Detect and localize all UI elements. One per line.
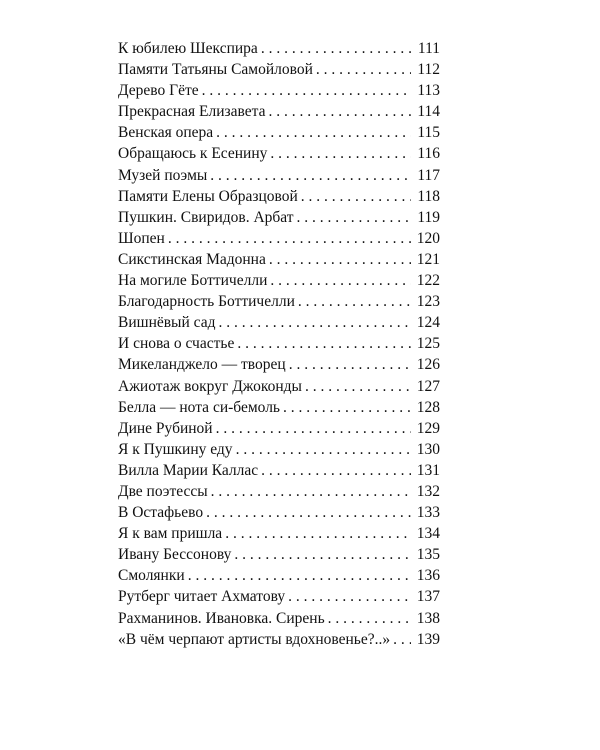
toc-entry-title: В Остафьево (118, 504, 204, 522)
toc-entry-title: Ажиотаж вокруг Джоконды (118, 377, 302, 395)
toc-entry-page: 136 (416, 567, 440, 585)
toc-entry-title: Шопен (118, 229, 165, 247)
toc-entry-title: Дине Рубиной (118, 419, 213, 437)
toc-entry (118, 354, 440, 375)
toc-entry (118, 333, 440, 354)
toc-entry (118, 376, 440, 397)
toc-entry-title: Сикстинская Мадонна (118, 250, 266, 268)
toc-entry-page: 119 (417, 208, 440, 226)
dot-leader (301, 186, 411, 207)
toc-entry-title: Прекрасная Елизавета (118, 103, 266, 121)
toc-entry (118, 481, 440, 502)
dot-leader (305, 376, 411, 397)
dot-leader (236, 439, 411, 460)
toc-entry (118, 207, 440, 228)
toc-entry-title: Микеланджело — творец (118, 356, 286, 374)
dot-leader (225, 523, 411, 544)
toc-entry (118, 312, 440, 333)
toc-entry-title: Рутберг читает Ахматову (118, 588, 286, 606)
toc-entry (118, 608, 440, 629)
toc-entry-page: 128 (416, 398, 440, 416)
dot-leader (316, 59, 411, 80)
toc-entry-title: Я к Пушкину еду (118, 440, 233, 458)
toc-entry-page: 118 (417, 187, 440, 205)
toc-entry (118, 586, 440, 607)
dot-leader (261, 38, 411, 59)
toc-entry-page: 130 (416, 440, 440, 458)
toc-entry-title: Белла — нота си-бемоль (118, 398, 280, 416)
dot-leader (168, 228, 411, 249)
table-of-contents (118, 38, 440, 650)
toc-entry (118, 270, 440, 291)
dot-leader (289, 354, 411, 375)
toc-entry-title: На могиле Боттичелли (118, 272, 268, 290)
toc-entry-page: 135 (416, 546, 440, 564)
toc-entry-title: Я к вам пришла (118, 525, 223, 543)
toc-entry-title: Благодарность Боттичелли (118, 293, 295, 311)
toc-entry-title: Музей поэмы (118, 166, 208, 184)
toc-entry-title: Две поэтессы (118, 482, 208, 500)
toc-entry-page: 129 (416, 419, 440, 437)
toc-entry-page: 124 (416, 314, 440, 332)
dot-leader (211, 481, 411, 502)
dot-leader (298, 291, 411, 312)
toc-entry (118, 418, 440, 439)
dot-leader (283, 397, 411, 418)
toc-entry-title: Венская опера (118, 124, 214, 142)
toc-entry (118, 249, 440, 270)
toc-entry (118, 502, 440, 523)
toc-entry (118, 59, 440, 80)
dot-leader (328, 608, 411, 629)
dot-leader (269, 101, 412, 122)
toc-entry-page: 112 (417, 61, 440, 79)
toc-entry-page: 137 (416, 588, 440, 606)
toc-entry-page: 120 (416, 229, 440, 247)
toc-entry (118, 629, 440, 650)
dot-leader (393, 629, 411, 650)
toc-entry-page: 113 (417, 82, 440, 100)
toc-entry-title: К юбилею Шекспира (118, 40, 258, 57)
toc-entry-page: 127 (416, 377, 440, 395)
toc-entry-title: Пушкин. Свиридов. Арбат (118, 208, 294, 226)
toc-entry-title: Смолянки (118, 567, 185, 585)
toc-entry (118, 544, 440, 565)
dot-leader (261, 460, 411, 481)
toc-entry-page: 134 (416, 525, 440, 543)
dot-leader (297, 207, 411, 228)
toc-entry (118, 439, 440, 460)
toc-entry-title: И снова о счастье (118, 335, 235, 353)
toc-entry-page: 117 (417, 166, 440, 184)
toc-entry-page: 123 (416, 293, 440, 311)
toc-entry (118, 291, 440, 312)
toc-entry (118, 397, 440, 418)
toc-entry (118, 523, 440, 544)
toc-entry-page: 138 (416, 609, 440, 627)
toc-entry-page: 115 (417, 124, 440, 142)
toc-entry-title: «В чём черпают артисты вдохновенье?..» (118, 630, 391, 648)
toc-entry (118, 186, 440, 207)
toc-entry-title: Ивану Бессонову (118, 546, 232, 564)
toc-entry-title: Памяти Елены Образцовой (118, 187, 298, 205)
toc-entry-page: 131 (416, 461, 440, 479)
toc-entry (118, 165, 440, 186)
toc-entry (118, 565, 440, 586)
toc-entry-title: Обращаюсь к Есенину (118, 145, 268, 163)
toc-entry-title: Памяти Татьяны Самойловой (118, 61, 313, 79)
toc-entry-page: 111 (417, 40, 440, 57)
dot-leader (216, 418, 411, 439)
toc-entry (118, 460, 440, 481)
toc-entry (118, 38, 440, 59)
dot-leader (237, 333, 411, 354)
dot-leader (218, 312, 411, 333)
toc-entry-page: 125 (416, 335, 440, 353)
dot-leader (216, 122, 411, 143)
toc-entry (118, 143, 440, 164)
toc-entry-page: 139 (416, 630, 440, 648)
dot-leader (270, 270, 411, 291)
toc-entry-title: Вилла Марии Каллас (118, 461, 259, 479)
dot-leader (202, 80, 411, 101)
dot-leader (269, 249, 411, 270)
toc-entry-page: 126 (416, 356, 440, 374)
dot-leader (188, 565, 411, 586)
toc-entry-title: Вишнёвый сад (118, 314, 216, 332)
toc-entry (118, 101, 440, 122)
dot-leader (288, 586, 411, 607)
toc-entry (118, 80, 440, 101)
toc-entry-page: 132 (416, 482, 440, 500)
toc-entry-page: 116 (417, 145, 440, 163)
toc-entry-page: 133 (416, 504, 440, 522)
dot-leader (210, 165, 411, 186)
toc-entry-title: Дерево Гёте (118, 82, 199, 100)
toc-entry-page: 114 (417, 103, 440, 121)
dot-leader (270, 143, 411, 164)
toc-entry-page: 122 (416, 272, 440, 290)
dot-leader (206, 502, 411, 523)
toc-entry (118, 228, 440, 249)
toc-entry-title: Рахманинов. Ивановка. Сирень (118, 609, 325, 627)
toc-entry-page: 121 (416, 250, 440, 268)
dot-leader (234, 544, 411, 565)
toc-entry (118, 122, 440, 143)
